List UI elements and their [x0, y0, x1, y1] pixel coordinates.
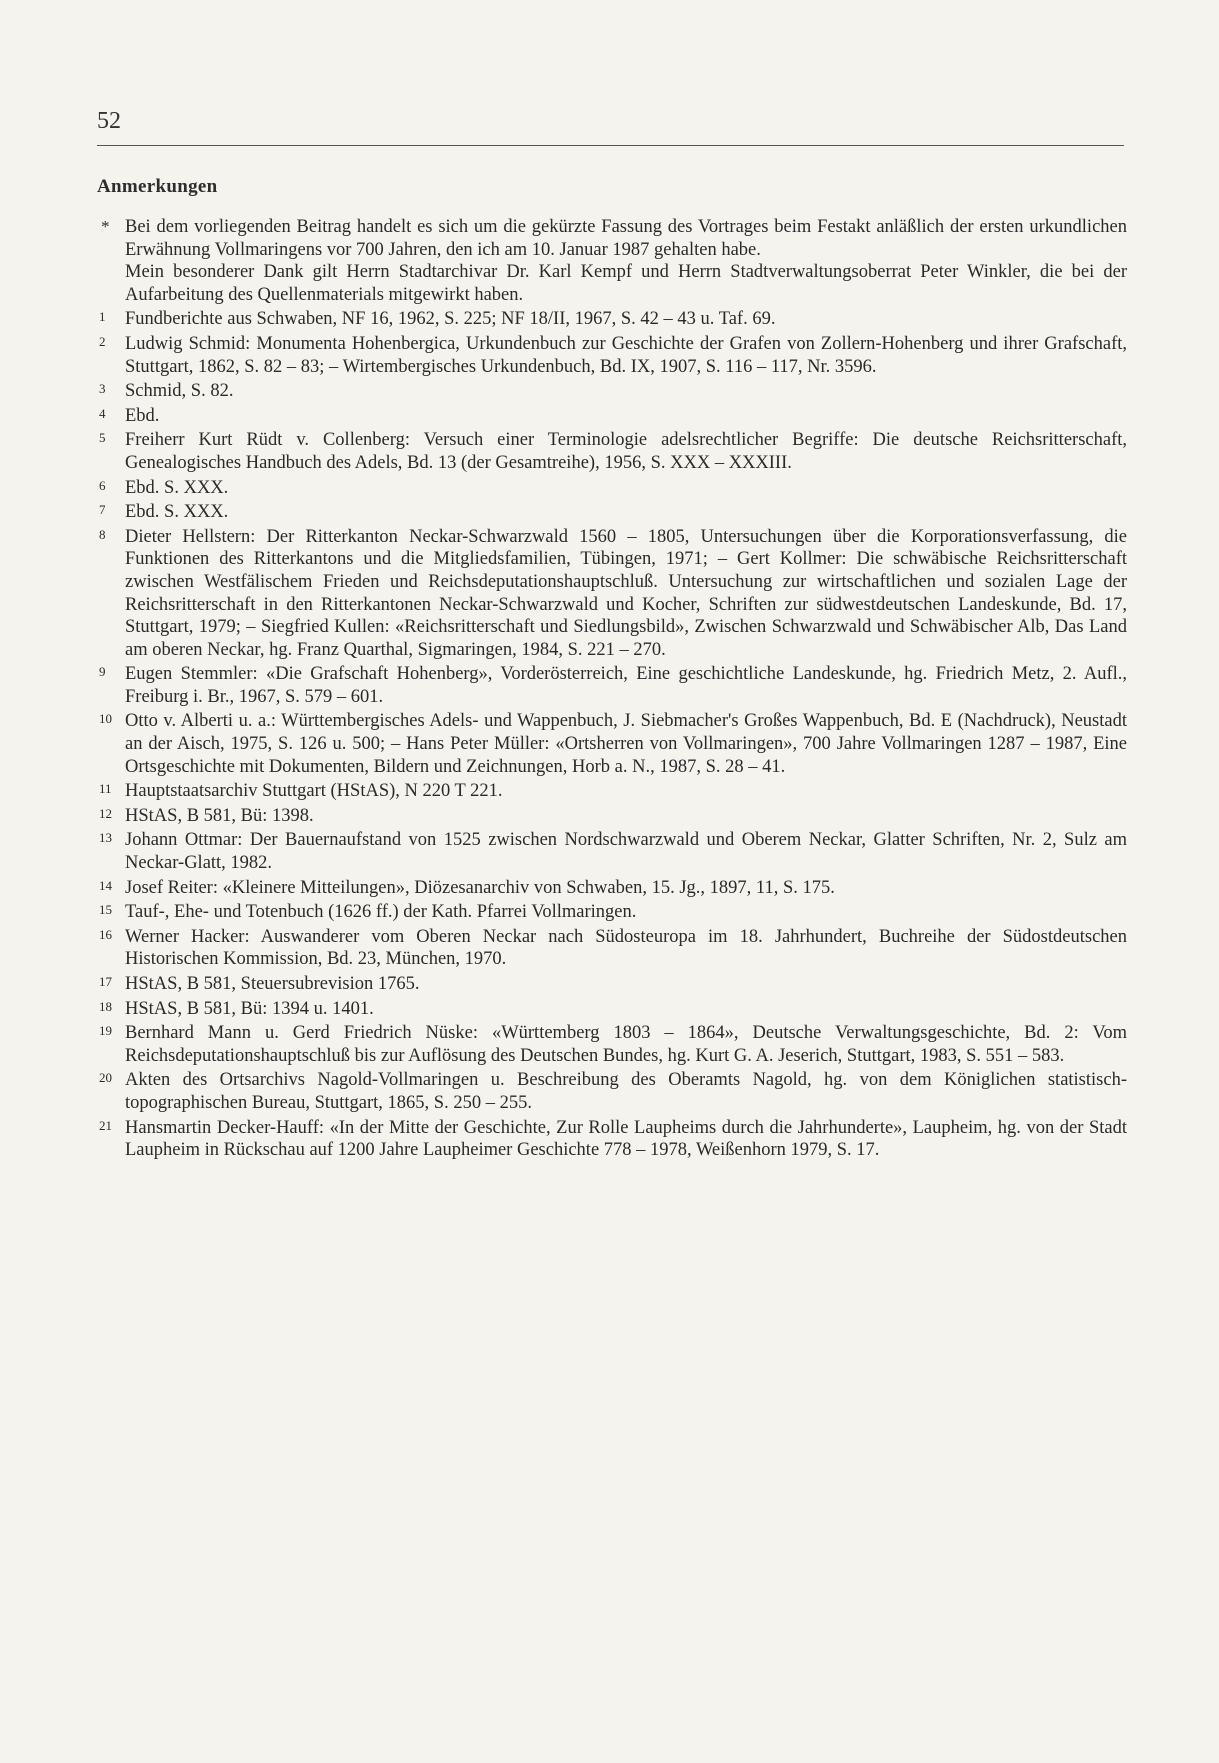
footnote-marker: 16 [99, 926, 112, 942]
footnote-text: Werner Hacker: Auswanderer vom Oberen Neckar nach Südosteuropa im 18. Jahrhundert, Buchreihe der Südostdeutschen Historischen Kommission, Bd. 23, München, 1970. [125, 926, 1127, 970]
footnote-item [97, 380, 1127, 403]
footnote-marker: 8 [99, 526, 106, 542]
header-rule [97, 145, 1124, 146]
footnote-text: Otto v. Alberti u. a.: Württembergisches Adels- und Wappenbuch, J. Siebmacher's Großes Wappenbuch, Bd. E (Nachdruck), Neustadt an der Aisch, 1975, S. 126 u. 500; – Hans Peter Müller: «Ortsherren von Vollmaringen», 700 Jahre Vollmaringen 1287 – 1987, Eine Ortsgeschichte mit Dokumenten, Bildern und Zeichnungen, Horb a. N., 1987, S. 28 – 41. [125, 711, 1127, 777]
footnote-item [97, 477, 1127, 500]
footnote-text: Schmid, S. 82. [125, 381, 234, 402]
footnote-item [97, 333, 1127, 378]
footnote-marker: 15 [99, 902, 112, 918]
footnote-item [97, 216, 1127, 306]
footnote-marker: 19 [99, 1023, 112, 1039]
footnote-marker: 14 [99, 877, 112, 893]
footnote-item [97, 780, 1127, 803]
footnote-text: Hauptstaatsarchiv Stuttgart (HStAS), N 220 T 221. [125, 781, 503, 802]
footnote-item [97, 901, 1127, 924]
footnote-marker: 3 [99, 381, 106, 397]
footnote-item [97, 926, 1127, 971]
footnote-text: HStAS, B 581, Bü: 1394 u. 1401. [125, 998, 374, 1019]
footnote-text: Bernhard Mann u. Gerd Friedrich Nüske: «Württemberg 1803 – 1864», Deutsche Verwaltungsgeschichte, Bd. 2: Vom Reichsdeputationshauptschluß bis zur Auflösung des Deutschen Bundes, hg. Kurt G. A. Jeserich, Stuttgart, 1983, S. 551 – 583. [125, 1023, 1127, 1066]
footnote-item [97, 973, 1127, 996]
footnote-marker: 2 [99, 333, 106, 349]
footnote-item [97, 1022, 1127, 1067]
footnote-marker: 18 [99, 998, 112, 1014]
footnote-marker: 13 [99, 830, 112, 846]
footnote-marker: 5 [99, 430, 106, 446]
footnote-item [97, 877, 1127, 900]
footnote-item [97, 998, 1127, 1021]
footnote-text: Ludwig Schmid: Monumenta Hohenbergica, Urkundenbuch zur Geschichte der Grafen von Zollern-Hohenberg und ihrer Grafschaft, Stuttgart, 1862, S. 82 – 83; – Wirtembergisches Urkundenbuch, Bd. IX, 1907, S. 116 – 117, Nr. 3596. [125, 333, 1127, 377]
footnote-text-continued: Mein besonderer Dank gilt Herrn Stadtarchivar Dr. Karl Kempf und Herrn Stadtverwaltungsoberrat Peter Winkler, die bei der Aufarbeitung des Quellenmaterials mitgewirkt haben. [125, 262, 1127, 305]
footnote-item [97, 405, 1127, 428]
footnote-item [97, 429, 1127, 474]
footnote-text: Eugen Stemmler: «Die Grafschaft Hohenberg», Vorderösterreich, Eine geschichtliche Landeskunde, hg. Friedrich Metz, 2. Aufl., Freiburg i. Br., 1967, S. 579 – 601. [125, 664, 1127, 707]
footnote-text: Josef Reiter: «Kleinere Mitteilungen», Diözesanarchiv von Schwaben, 15. Jg., 1897, 11, S. 175. [125, 877, 835, 898]
footnote-marker: 7 [99, 502, 106, 518]
footnote-text: Johann Ottmar: Der Bauernaufstand von 1525 zwischen Nordschwarzwald und Oberem Neckar, Glatter Schriften, Nr. 2, Sulz am Neckar-Glatt, 1982. [125, 830, 1127, 874]
footnotes-list [97, 216, 1127, 1164]
footnote-item [97, 308, 1127, 331]
footnote-marker: 1 [99, 309, 106, 325]
footnote-item [97, 1117, 1127, 1162]
footnote-text: Bei dem vorliegenden Beitrag handelt es sich um die gekürzte Fassung des Vortrages beim Festakt anläßlich der ersten urkundlichen Erwähnung Vollmaringens vor 700 Jahren, den ich am 10. Januar 1987 gehalten habe. [125, 217, 1127, 260]
footnote-marker: 9 [99, 664, 106, 680]
page-number: 52 [97, 108, 121, 134]
footnote-marker: 17 [99, 974, 112, 989]
footnote-text: Ebd. S. XXX. [125, 477, 229, 498]
footnote-marker: 6 [99, 477, 106, 493]
footnote-marker: 21 [99, 1117, 112, 1133]
notes-heading: Anmerkungen [97, 176, 218, 197]
footnote-text: Fundberichte aus Schwaben, NF 16, 1962, S. 225; NF 18/II, 1967, S. 42 – 43 u. Taf. 69. [125, 309, 776, 330]
footnote-item [97, 526, 1127, 662]
footnote-item [97, 501, 1127, 524]
footnote-item [97, 805, 1127, 828]
footnote-text: Ebd. S. XXX. [125, 502, 229, 523]
footnote-item [97, 710, 1127, 778]
footnote-text: Dieter Hellstern: Der Ritterkanton Neckar-Schwarzwald 1560 – 1805, Untersuchungen über die Korporationsverfassung, die Funktionen des Ritterkantons und die Mitgliedsfamilien, Tübingen, 1971; – Gert Kollmer: Die schwäbische Reichsritterschaft zwischen Westfälischem Frieden und Reichsdeputationshauptschluß. Untersuchung zur wirtschaftlichen und sozialen Lage der Reichsritterschaft in den Ritterkantonen Neckar-Schwarzwald und Kocher, Schriften zur südwestdeutschen Landeskunde, Bd. 17, Stuttgart, 1979; – Siegfried Kullen: «Reichsritterschaft und Siedlungsbild», Zwischen Schwarzwald und Schwäbischer Alb, Das Land am oberen Neckar, hg. Franz Quarthal, Sigmaringen, 1984, S. 221 – 270. [125, 526, 1127, 660]
footnote-marker: 20 [99, 1070, 112, 1086]
footnote-item [97, 1069, 1127, 1114]
footnote-text: HStAS, B 581, Steuersubrevision 1765. [125, 974, 420, 994]
footnote-text: Tauf-, Ehe- und Totenbuch (1626 ff.) der Kath. Pfarrei Vollmaringen. [125, 902, 637, 923]
footnote-text: Hansmartin Decker-Hauff: «In der Mitte der Geschichte, Zur Rolle Laupheims durch die Jahrhunderte», Laupheim, hg. von der Stadt Laupheim in Rückschau auf 1200 Jahre Laupheimer Geschichte 778 – 1978, Weißenhorn 1979, S. 17. [125, 1117, 1127, 1161]
footnote-marker: 10 [99, 711, 112, 727]
footnote-marker: 11 [99, 781, 112, 797]
footnote-marker: 12 [99, 805, 112, 821]
footnote-text: Freiherr Kurt Rüdt v. Collenberg: Versuch einer Terminologie adelsrechtlicher Begriffe: Die deutsche Reichsritterschaft, Genealogisches Handbuch des Adels, Bd. 13 (der Gesamtreihe), 1956, S. XXX – XXXIII. [125, 430, 1127, 473]
footnote-text: HStAS, B 581, Bü: 1398. [125, 805, 314, 826]
footnote-item [97, 829, 1127, 874]
footnote-text: Ebd. [125, 405, 160, 426]
footnote-text: Akten des Ortsarchivs Nagold-Vollmaringen u. Beschreibung des Oberamts Nagold, hg. von dem Königlichen statistisch-topographischen Bureau, Stuttgart, 1865, S. 250 – 255. [125, 1070, 1127, 1113]
footnote-marker: 4 [99, 405, 106, 421]
footnote-item [97, 663, 1127, 708]
footnote-marker: * [101, 217, 110, 236]
